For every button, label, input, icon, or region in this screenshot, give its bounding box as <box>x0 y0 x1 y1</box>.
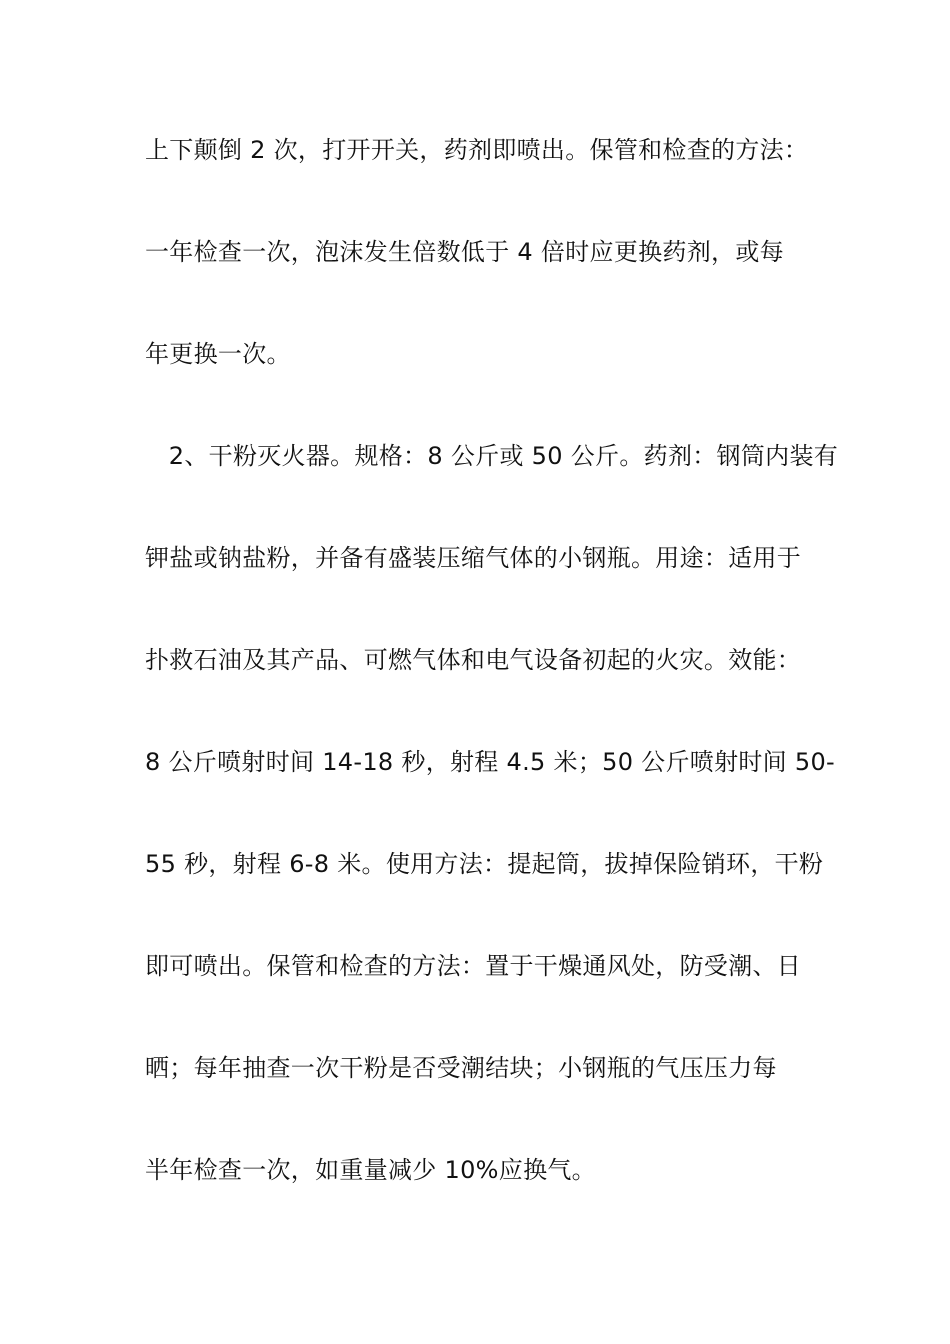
text-line: 即可喷出。保管和检查的方法：置于干燥通风处，防受潮、日 <box>145 952 802 980</box>
text-line: 扑救石油及其产品、可燃气体和电气设备初起的火灾。效能： <box>145 646 802 674</box>
text-line: 一年检查一次，泡沫发生倍数低于 4 倍时应更换药剂，或每 <box>145 238 784 266</box>
text-line: 55 秒，射程 6-8 米。使用方法：提起筒，拔掉保险销环，干粉 <box>145 850 824 878</box>
text-line: 上下颠倒 2 次，打开开关，药剂即喷出。保管和检查的方法： <box>145 136 809 164</box>
text-line: 半年检查一次，如重量减少 10%应换气。 <box>145 1156 596 1184</box>
text-line: 8 公斤喷射时间 14-18 秒，射程 4.5 米；50 公斤喷射时间 50- <box>145 748 836 776</box>
text-line: 钾盐或钠盐粉，并备有盛装压缩气体的小钢瓶。用途：适用于 <box>145 544 802 572</box>
text-line: 2、干粉灭火器。规格：8 公斤或 50 公斤。药剂：钢筒内装有 <box>145 442 839 470</box>
text-line: 年更换一次。 <box>145 340 291 368</box>
text-line: 晒；每年抽查一次干粉是否受潮结块；小钢瓶的气压压力每 <box>145 1054 777 1082</box>
body-text <box>145 125 839 1247</box>
